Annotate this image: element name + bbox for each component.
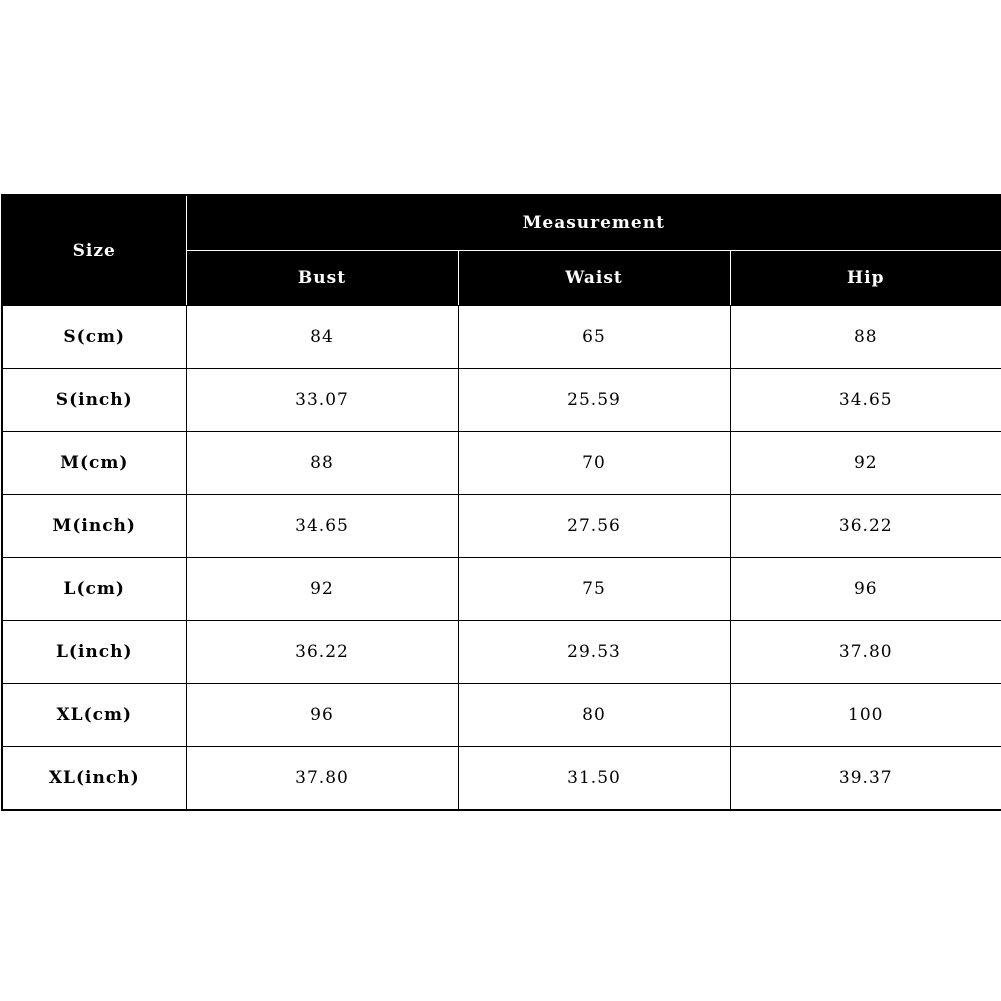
- table-body: [2, 306, 1001, 811]
- table-row: [2, 306, 1001, 369]
- bust-cell: 92: [186, 558, 458, 621]
- table-header: [2, 195, 1001, 306]
- measurement-header: Measurement: [186, 195, 1001, 251]
- bust-cell: 33.07: [186, 369, 458, 432]
- size-cell: XL(cm): [2, 684, 186, 747]
- hip-cell: 100: [730, 684, 1001, 747]
- hip-cell: 96: [730, 558, 1001, 621]
- bust-cell: 34.65: [186, 495, 458, 558]
- table-row: [2, 369, 1001, 432]
- column-header-hip: Hip: [730, 251, 1001, 306]
- size-cell: L(inch): [2, 621, 186, 684]
- hip-cell: 36.22: [730, 495, 1001, 558]
- bust-cell: 88: [186, 432, 458, 495]
- bust-cell: 36.22: [186, 621, 458, 684]
- table-row: [2, 432, 1001, 495]
- column-header-waist: Waist: [458, 251, 730, 306]
- table-row: [2, 495, 1001, 558]
- waist-cell: 27.56: [458, 495, 730, 558]
- header-row-top: [2, 195, 1001, 251]
- size-cell: XL(inch): [2, 747, 186, 811]
- hip-cell: 39.37: [730, 747, 1001, 811]
- size-cell: S(cm): [2, 306, 186, 369]
- size-header: Size: [2, 195, 186, 306]
- size-cell: L(cm): [2, 558, 186, 621]
- waist-cell: 75: [458, 558, 730, 621]
- size-cell: M(inch): [2, 495, 186, 558]
- hip-cell: 34.65: [730, 369, 1001, 432]
- bust-cell: 37.80: [186, 747, 458, 811]
- size-cell: M(cm): [2, 432, 186, 495]
- hip-cell: 88: [730, 306, 1001, 369]
- column-header-bust: Bust: [186, 251, 458, 306]
- bust-cell: 84: [186, 306, 458, 369]
- waist-cell: 65: [458, 306, 730, 369]
- waist-cell: 31.50: [458, 747, 730, 811]
- hip-cell: 37.80: [730, 621, 1001, 684]
- bust-cell: 96: [186, 684, 458, 747]
- size-chart-table: [1, 194, 1001, 811]
- waist-cell: 29.53: [458, 621, 730, 684]
- waist-cell: 70: [458, 432, 730, 495]
- table-row: [2, 558, 1001, 621]
- waist-cell: 25.59: [458, 369, 730, 432]
- hip-cell: 92: [730, 432, 1001, 495]
- table-row: [2, 747, 1001, 811]
- table-row: [2, 621, 1001, 684]
- waist-cell: 80: [458, 684, 730, 747]
- table-row: [2, 684, 1001, 747]
- size-cell: S(inch): [2, 369, 186, 432]
